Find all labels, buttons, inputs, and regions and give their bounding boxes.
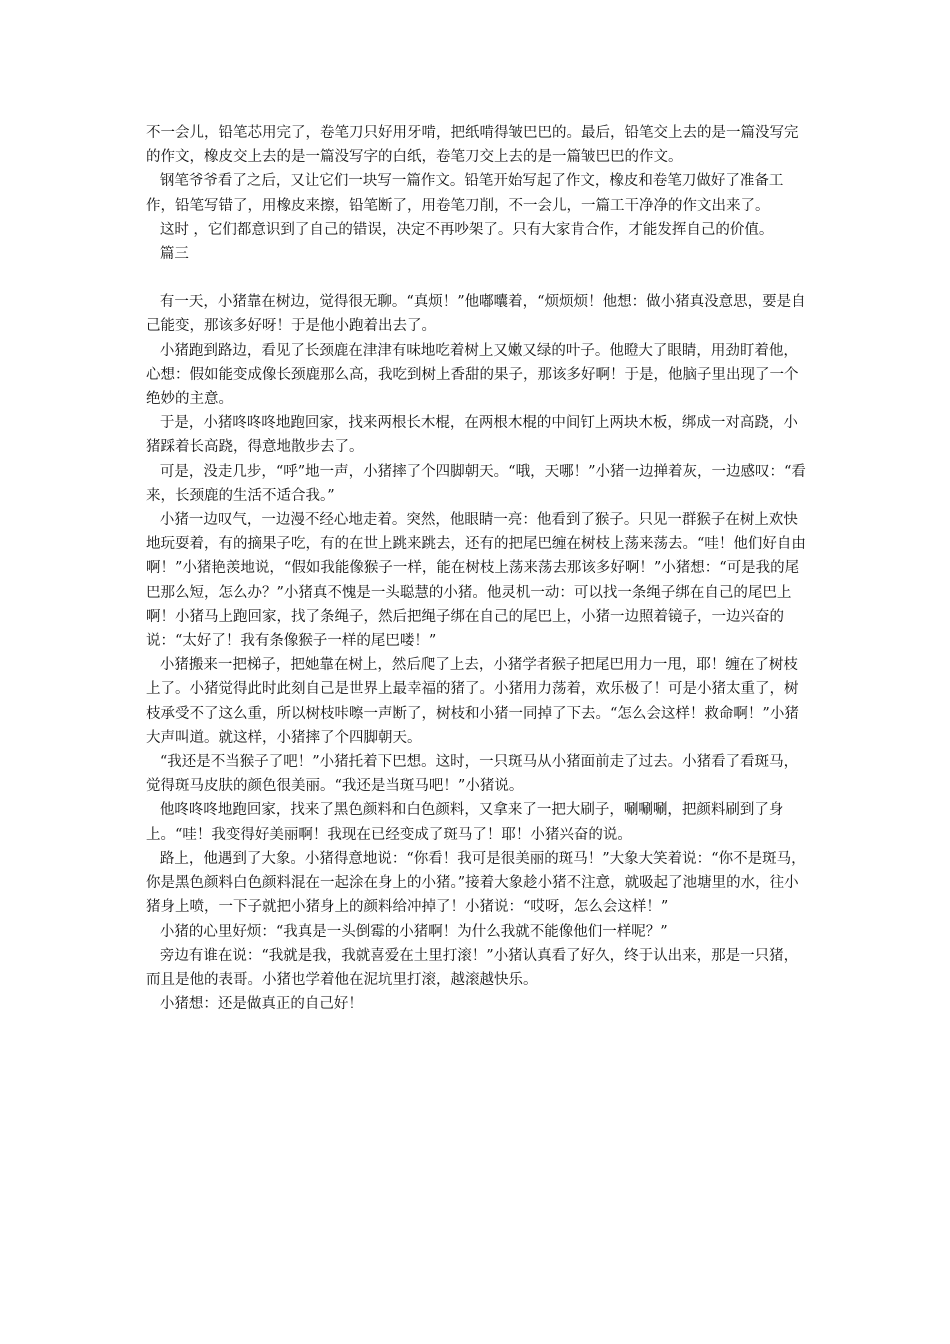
blank-line (146, 266, 811, 290)
paragraph-2: 钢笔爷爷看了之后，又让它们一块写一篇作文。铅笔开始写起了作文，橡皮和卷笔刀做好了准备工作，铅笔写错了，用橡皮来擦，铅笔断了，用卷笔刀削，不一会儿，一篇工干净净的作文出来了。 (146, 173, 784, 214)
paragraph-5: 小猪跑到路边，看见了长颈鹿在津津有味地吃着树上又嫩又绿的叶子。他瞪大了眼睛，用劲盯着他，心想：假如能变成像长颈鹿那么高，我吃到树上香甜的果子，那该多好啊！于是，他脑子里出现了一个绝妙的主意。 (146, 342, 799, 408)
paragraph-13: 小猪的心里好烦：“我真是一头倒霉的小猪啊！为什么我就不能像他们一样呢？” (146, 923, 668, 940)
paragraph-1: 不一会儿，铅笔芯用完了，卷笔刀只好用牙啃，把纸啃得皱巴巴的。最后，铅笔交上去的是一篇没写完的作文，橡皮交上去的是一篇没写字的白纸，卷笔刀交上去的是一篇皱巴巴的作文。 (146, 125, 799, 166)
document-body (146, 121, 811, 1016)
section-heading: 篇三 (146, 246, 189, 263)
paragraph-7: 可是，没走几步，“呼”地一声，小猪摔了个四脚朝天。“哦，天哪！”小猪一边掸着灰，一边感叹：“看来，长颈鹿的生活不适合我。” (146, 463, 806, 504)
paragraph-12: 路上，他遇到了大象。小猪得意地说：“你看！我可是很美丽的斑马！”大象大笑着说：“你不是斑马，你是黑色颜料白色颜料混在一起涂在身上的小猪。”接着大象趁小猪不注意，就吸起了池塘里的水，往小猪身上喷，一下子就把小猪身上的颜料给冲掉了！小猪说：“哎呀，怎么会这样！” (146, 850, 806, 916)
paragraph-3: 这时 ，它们都意识到了自己的错误，决定不再吵架了。只有大家肯合作，才能发挥自己的价值。 (146, 221, 774, 238)
paragraph-4: 有一天，小猪靠在树边，觉得很无聊。“真烦！”他嘟囔着，“烦烦烦！他想：做小猪真没意思，要是自己能变，那该多好呀！于是他小跑着出去了。 (146, 294, 806, 335)
paragraph-10: “我还是不当猴子了吧！”小猪托着下巴想。这时，一只斑马从小猪面前走了过去。小猪看了看斑马，觉得斑马皮肤的颜色很美丽。“我还是当斑马吧！”小猪说。 (146, 754, 799, 795)
paragraph-8: 小猪一边叹气，一边漫不经心地走着。突然，他眼睛一亮：他看到了猴子。只见一群猴子在树上欢快地玩耍着，有的摘果子吃，有的在世上跳来跳去，还有的把尾巴缠在树枝上荡来荡去。“哇！他们好自由啊！”小猪艳羡地说，“假如我能像猴子一样，能在树枝上荡来荡去那该多好啊！”小猪想：“可是我的尾巴那么短，怎么办？”小猪真不愧是一头聪慧的小猪。他灵机一动：可以找一条绳子绑在自己的尾巴上啊！小猪马上跑回家，找了条绳子，然后把绳子绑在自己的尾巴上，小猪一边照着镜子，一边兴奋的说：“太好了！我有条像猴子一样的尾巴喽！” (146, 512, 806, 650)
paragraph-14: 旁边有谁在说：“我就是我，我就喜爱在土里打滚！”小猪认真看了好久，终于认出来，那是一只猪，而且是他的表哥。小猪也学着他在泥坑里打滚，越滚越快乐。 (146, 947, 799, 988)
paragraph-15: 小猪想：还是做真正的自己好！ (146, 996, 363, 1013)
paragraph-9: 小猪搬来一把梯子，把她靠在树上，然后爬了上去，小猪学者猴子把尾巴用力一甩，耶！缠在了树枝上了。小猪觉得此时此刻自己是世界上最幸福的猪了。小猪用力荡着，欢乐极了！可是小猪太重了，树枝承受不了这么重，所以树枝咔嚓一声断了，树枝和小猪一同掉了下去。“怎么会这样！救命啊！”小猪大声叫道。就这样，小猪摔了个四脚朝天。 (146, 657, 799, 746)
paragraph-11: 他咚咚咚地跑回家，找来了黑色颜料和白色颜料，又拿来了一把大刷子，唰唰唰，把颜料刷到了身上。“哇！我变得好美丽啊！我现在已经变成了斑马了！耶！小猪兴奋的说。 (146, 802, 784, 843)
paragraph-6: 于是，小猪咚咚咚地跑回家，找来两根长木棍，在两根木棍的中间钉上两块木板，绑成一对高跷，小猪踩着长高跷，得意地散步去了。 (146, 415, 798, 456)
